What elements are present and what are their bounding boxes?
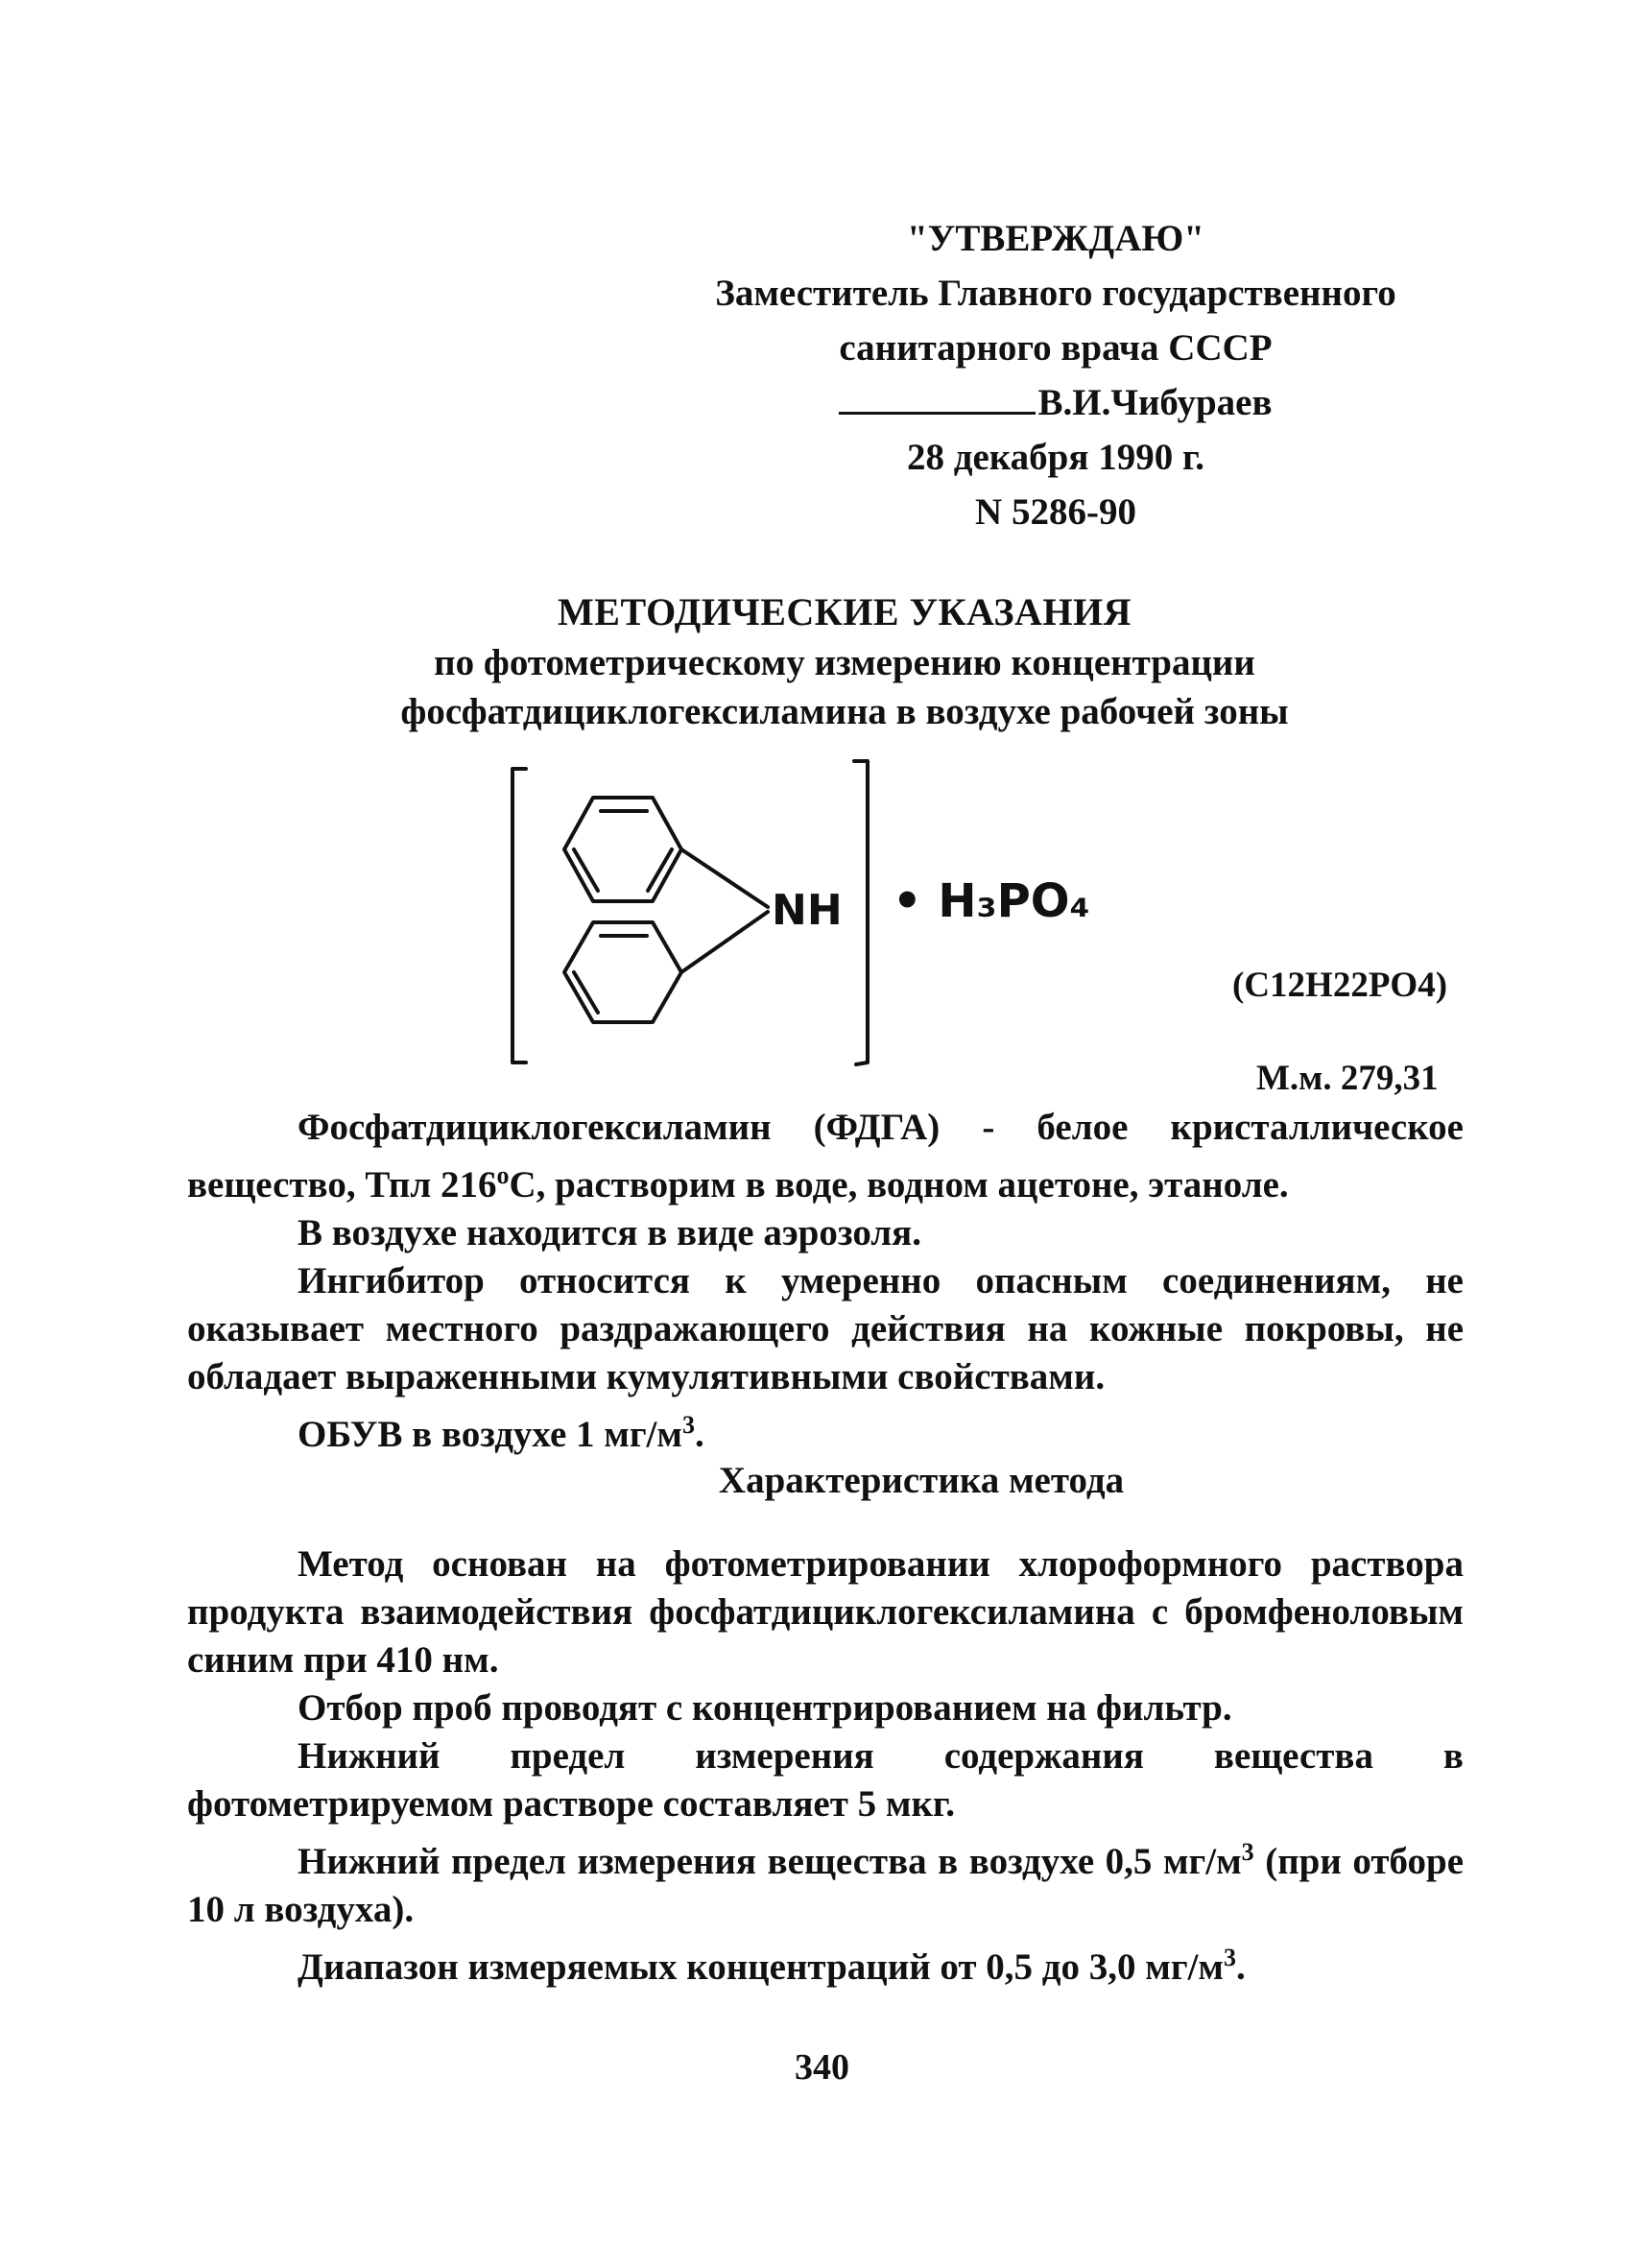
nh-label: NH	[772, 886, 843, 935]
upper-hexagon-ring	[564, 798, 681, 901]
obuv-tail: .	[694, 1414, 704, 1455]
signature-line	[839, 383, 1036, 415]
method-paragraph-5	[187, 1934, 1464, 1992]
approval-block	[576, 211, 1536, 539]
page-number: 340	[795, 2047, 849, 2088]
degree-mark: o	[496, 1161, 510, 1189]
method-paragraph-3: Нижний предел измерения содержания вещества в фотометрируемом растворе составляет 5 мкг.	[187, 1735, 1464, 1825]
method-p4-superscript: 3	[1241, 1838, 1254, 1866]
method-p5-part-b: .	[1235, 1946, 1246, 1988]
method-block	[187, 1540, 1464, 1992]
method-p4-part-a: Нижний предел измерения вещества в воздухе 0,5 мг/м	[298, 1841, 1242, 1882]
title-line3: фосфатдициклогексиламина в воздухе рабочей зоны	[400, 691, 1289, 733]
molar-mass: М.м. 279,31	[1256, 1059, 1439, 1098]
approval-position-line1: Заместитель Главного государственного	[715, 273, 1396, 314]
description-paragraph-3: Ингибитор относится к умеренно опасным соединениям, не оказывает местного раздражающего действия на кожные покровы, не обладает выраженными кумулятивными свойствами.	[187, 1260, 1464, 1397]
document-title	[192, 587, 1497, 737]
obuv-text: ОБУВ в воздухе 1 мг/м	[298, 1414, 682, 1455]
bond-upper	[681, 849, 768, 907]
description-paragraph-2: В воздухе находится в виде аэрозоля.	[298, 1212, 922, 1253]
right-bracket	[854, 761, 868, 1064]
document-number: N 5286-90	[975, 491, 1136, 533]
molecular-formula: (C12H22PO4)	[1232, 966, 1448, 1005]
acid-label: • H₃PO₄	[893, 874, 1090, 928]
method-p4-part-b: (при отборе 10 л воздуха).	[187, 1841, 1465, 1930]
description-p1-part-a: Фосфатдициклогексиламин (ФДГА) - белое кристаллическое вещество, Тпл 216	[187, 1107, 1464, 1206]
method-p5-part-a: Диапазон измеряемых концентраций от 0,5 до 3,0 мг/м	[298, 1946, 1224, 1988]
description-paragraph-1	[187, 1104, 1464, 1209]
bond-lower	[681, 912, 768, 972]
chemical-structure	[499, 753, 1171, 1080]
method-paragraph-4	[187, 1828, 1464, 1934]
approval-position-line2: санитарного врача СССР	[839, 327, 1273, 369]
obuv-superscript: 3	[681, 1411, 695, 1439]
left-bracket	[512, 769, 526, 1062]
method-p5-superscript: 3	[1223, 1944, 1236, 1971]
description-p1-part-b: С, растворим в воде, водном ацетоне, этаноле.	[509, 1164, 1289, 1206]
method-paragraph-2: Отбор проб проводят с концентрированием на фильтр.	[298, 1687, 1232, 1729]
title-main: МЕТОДИЧЕСКИЕ УКАЗАНИЯ	[558, 590, 1132, 633]
description-block	[187, 1104, 1464, 1459]
signatory-name: В.И.Чибураев	[1037, 382, 1273, 423]
approval-date: 28 декабря 1990 г.	[906, 437, 1205, 478]
approval-stamp: "УТВЕРЖДАЮ"	[907, 218, 1204, 259]
signature-row	[576, 375, 1536, 430]
method-paragraph-1: Метод основан на фотометрировании хлороформного раствора продукта взаимодействия фосфатдициклогексиламина с бромфеноловым синим при 410 нм.	[187, 1543, 1464, 1681]
method-heading: Характеристика метода	[718, 1460, 1125, 1501]
title-line2: по фотометрическому измерению концентрации	[434, 641, 1255, 683]
description-paragraph-4	[187, 1401, 1464, 1459]
